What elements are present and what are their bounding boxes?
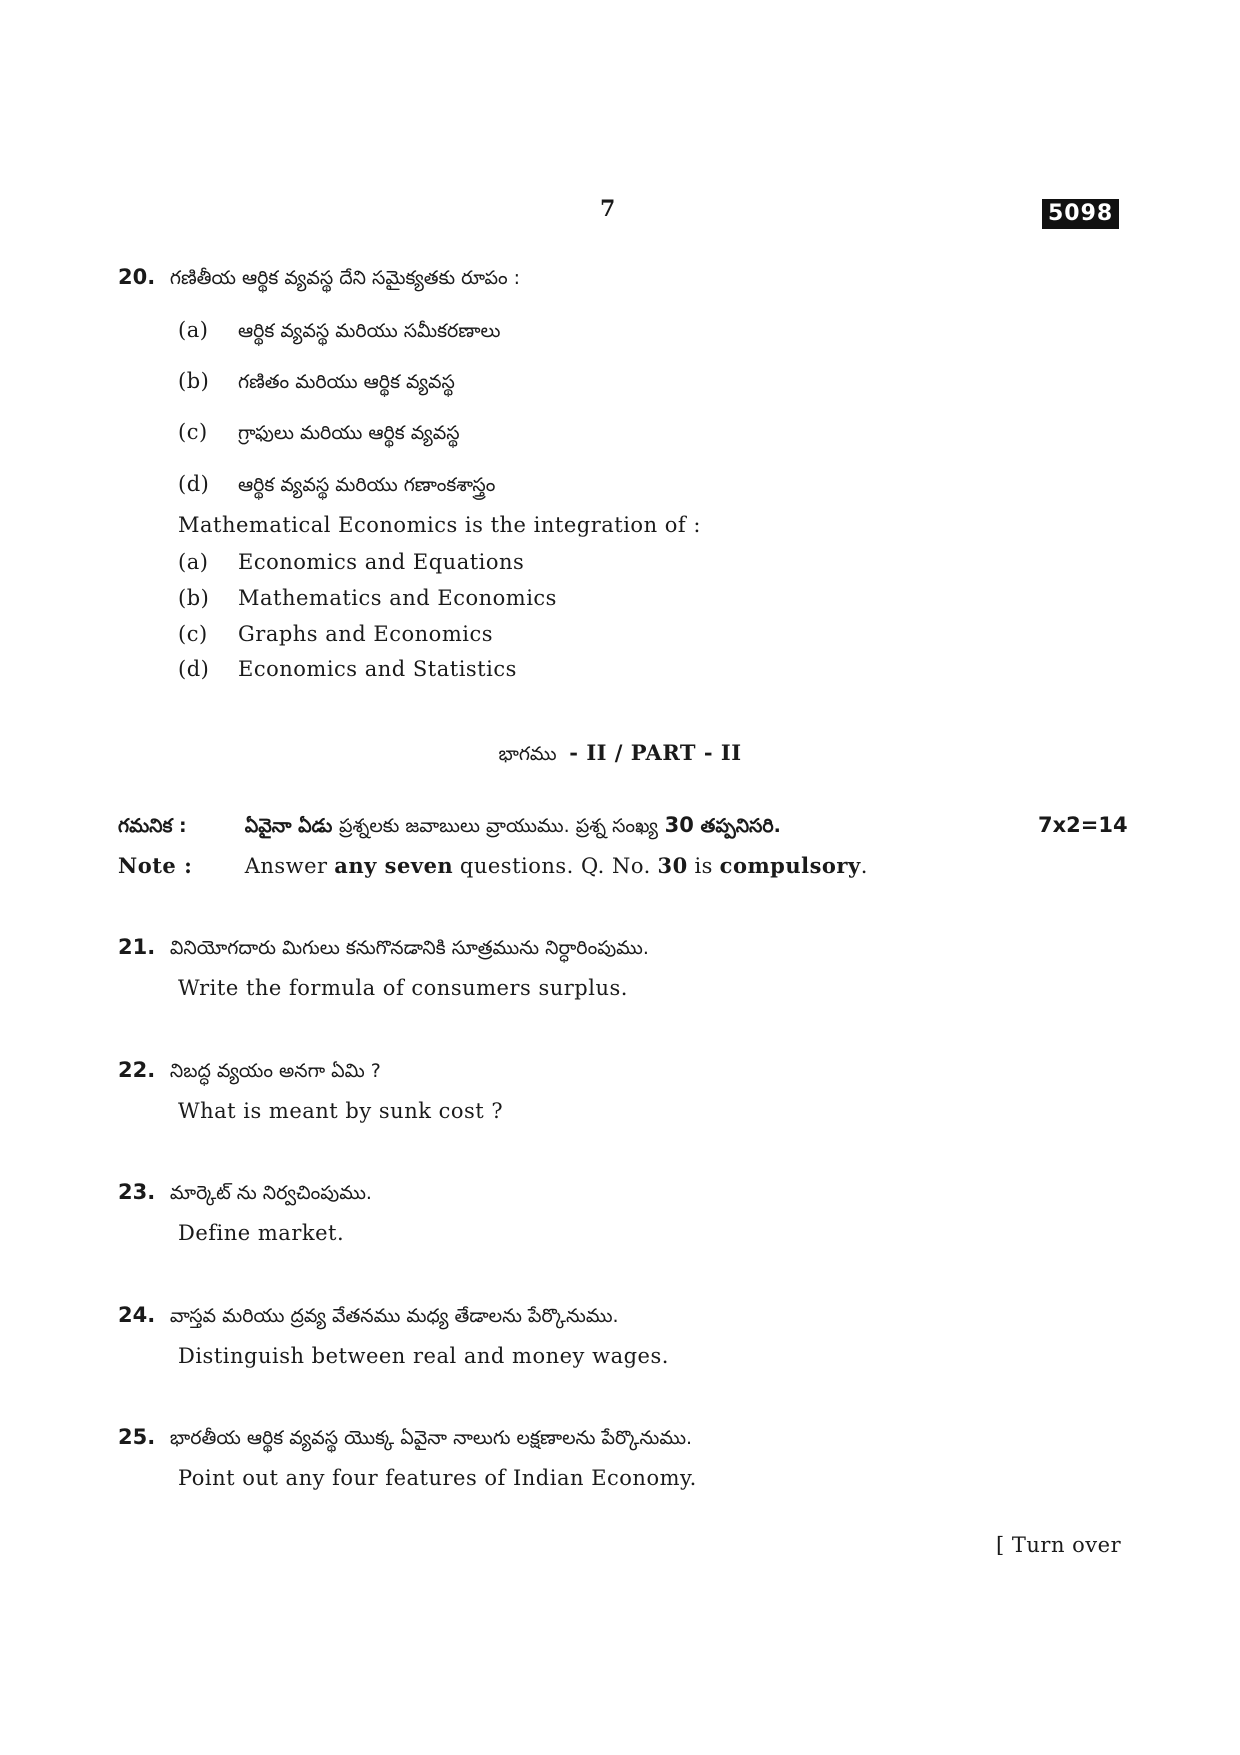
question-telugu: గణితీయ ఆర్థిక వ్యవస్థ దేని సమైక్యతకు రూపం : (169, 267, 521, 289)
english-option-c: (c) Graphs and Economics (178, 622, 493, 646)
question-english: Mathematical Economics is the integration of : (178, 513, 701, 537)
telugu-option-d: (d) ఆర్థిక వ్యవస్థ మరియు గణాంకశాస్త్రం (178, 472, 496, 496)
note-telugu: గమనిక : ఏవైనా ఏడు ప్రశ్నలకు జవాబులు వ్రాయుము. ప్రశ్న సంఖ్య 30 తప్పనిసరి. (118, 813, 781, 837)
question-21-english: Write the formula of consumers surplus. (178, 976, 628, 1000)
question-21: 21. వినియోగదారు మిగులు కనుగొనడానికి సూత్రమును నిర్ధారింపుము. (118, 935, 649, 959)
question-number: 20. (118, 265, 156, 289)
question-23-english: Define market. (178, 1221, 345, 1245)
question-25-english: Point out any four features of Indian Economy. (178, 1466, 697, 1490)
part-heading: భాగము - II / PART - II (498, 740, 742, 765)
question-23: 23. మార్కెట్ ను నిర్వచింపుము. (118, 1180, 372, 1204)
telugu-option-c: (c) గ్రాఫులు మరియు ఆర్థిక వ్యవస్థ (178, 420, 460, 444)
english-option-a: (a) Economics and Equations (178, 550, 525, 574)
english-option-d: (d) Economics and Statistics (178, 657, 517, 681)
telugu-option-b: (b) గణితం మరియు ఆర్థిక వ్యవస్థ (178, 369, 455, 393)
english-option-b: (b) Mathematics and Economics (178, 586, 557, 610)
question-24: 24. వాస్తవ మరియు ద్రవ్య వేతనము మధ్య తేడాలను పేర్కొనుము. (118, 1303, 619, 1327)
paper-code-badge: 5098 (1042, 199, 1119, 229)
telugu-option-a: (a) ఆర్థిక వ్యవస్థ మరియు సమీకరణాలు (178, 318, 501, 342)
note-english: Note : Answer any seven questions. Q. No. 30 is compulsory. (118, 853, 868, 878)
question-22-english: What is meant by sunk cost ? (178, 1099, 504, 1123)
question-24-english: Distinguish between real and money wages. (178, 1344, 669, 1368)
question-22: 22. నిబద్ధ వ్యయం అనగా ఏమి ? (118, 1058, 381, 1082)
question-25: 25. భారతీయ ఆర్థిక వ్యవస్థ యొక్క ఏవైనా నాలుగు లక్షణాలను పేర్కొనుము. (118, 1425, 693, 1449)
turn-over-label: [ Turn over (996, 1533, 1122, 1557)
page-number: 7 (600, 196, 616, 222)
marks-label: 7x2=14 (1038, 813, 1128, 837)
